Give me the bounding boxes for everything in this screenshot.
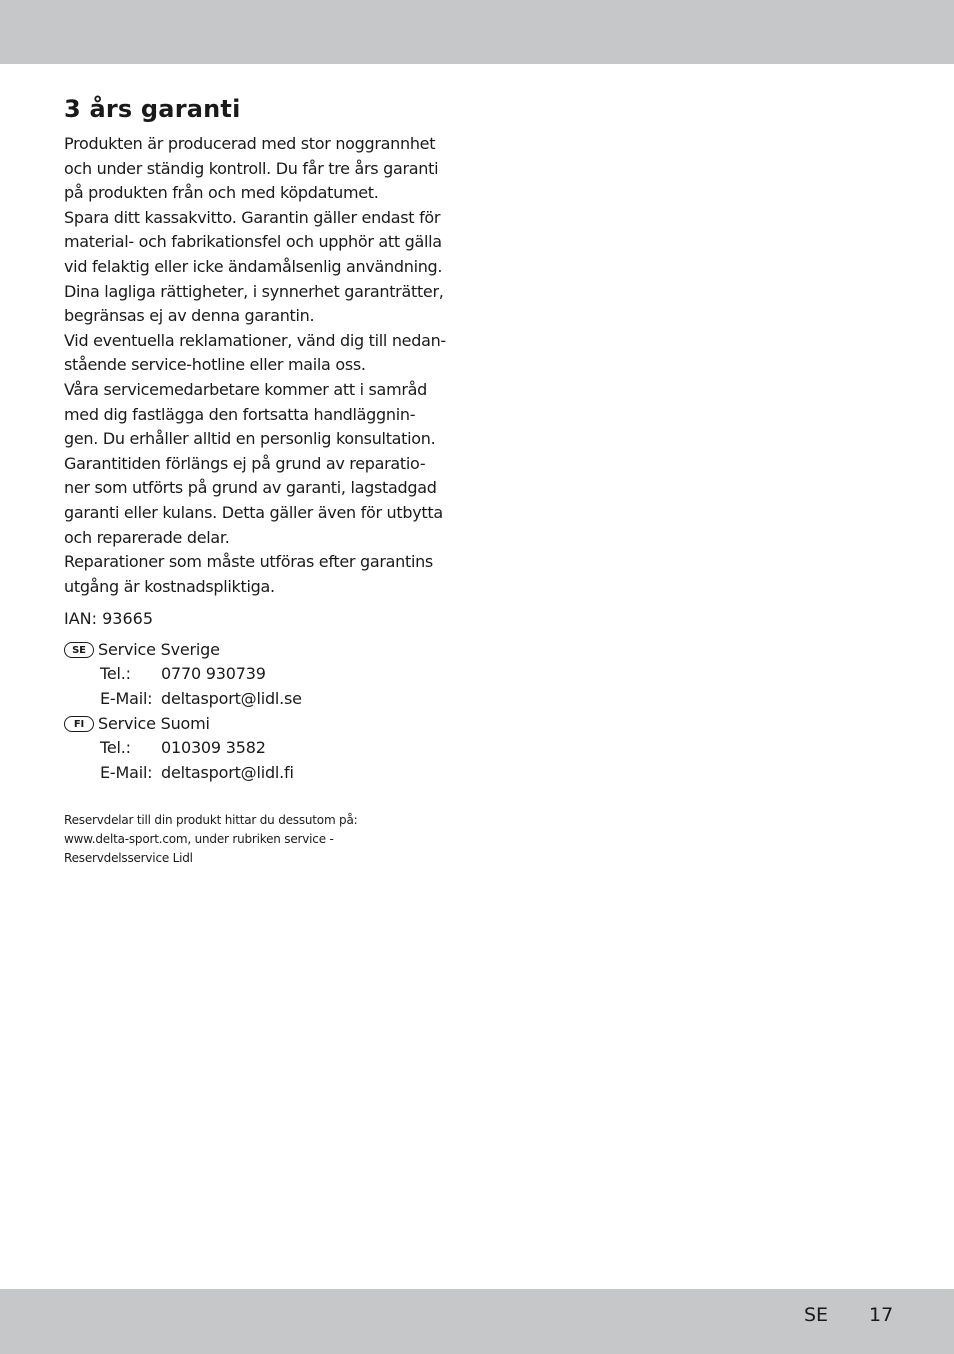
tel-value: 010309 3582 [161,738,266,758]
service-finland [64,712,464,786]
text-line: stående service-hotline eller maila oss. [64,355,366,375]
tel-label: Tel.: [100,664,131,684]
note-line: Reservdelsservice Lidl [64,851,193,866]
email-label: E-Mail: [100,762,153,782]
tel-label: Tel.: [100,738,131,758]
text-line: gen. Du erhåller alltid en personlig konsultation. [64,429,436,449]
text-line: Dina lagliga rättigheter, i synnerhet garanträtter, [64,281,444,301]
page-title: 3 års garanti [64,95,241,123]
text-line: garanti eller kulans. Detta gäller även för utbytta [64,502,443,522]
service-name: Service Sverige [98,639,220,659]
note-line: Reservdelar till din produkt hittar du dessutom på: [64,813,358,828]
service-email [64,687,464,712]
warranty-section [64,92,464,868]
text-line: Vid eventuella reklamationer, vänd dig till nedan- [64,330,446,350]
service-phone [64,662,464,687]
email-label: E-Mail: [100,689,153,709]
text-line: på produkten från och med köpdatumet. [64,183,379,203]
service-phone [64,736,464,761]
text-line: begränsas ej av denna garantin. [64,306,315,326]
text-line: utgång är kostnadspliktiga. [64,576,275,596]
country-badge-se: SE [64,642,94,658]
text-line: vid felaktig eller icke ändamålsenlig användning. [64,256,443,276]
text-line: och under ständig kontroll. Du får tre års garanti [64,158,439,178]
country-badge-fi: FI [64,716,94,732]
note-line: www.delta-sport.com, under rubriken service - [64,832,334,847]
service-header [64,638,464,663]
text-line: Spara ditt kassakvitto. Garantin gäller endast för [64,207,441,227]
text-line: Garantitiden förlängs ej på grund av reparatio- [64,453,426,473]
page-number: 17 [869,1304,894,1326]
text-line: Produkten är producerad med stor noggrannhet [64,134,436,153]
text-line: Våra servicemedarbetare kommer att i samråd [64,379,427,399]
spare-parts-note [64,811,464,868]
service-email [64,761,464,786]
text-line: ner som utförts på grund av garanti, lagstadgad [64,478,437,498]
text-line: material- och fabrikationsfel och upphör att gälla [64,232,442,252]
warranty-text [64,132,464,599]
service-sweden [64,638,464,712]
ian-number: IAN: 93665 [64,609,154,629]
email-value: deltasport@lidl.se [161,689,302,709]
header-band [0,0,954,64]
text-line: och reparerade delar. [64,527,230,547]
service-header [64,712,464,737]
text-line: Reparationer som måste utföras efter garantins [64,552,433,572]
service-name: Service Suomi [98,713,210,733]
email-value: deltasport@lidl.fi [161,762,294,782]
tel-value: 0770 930739 [161,664,266,684]
text-line: med dig fastlägga den fortsatta handläggnin- [64,404,416,424]
footer-language-code: SE [804,1304,829,1326]
